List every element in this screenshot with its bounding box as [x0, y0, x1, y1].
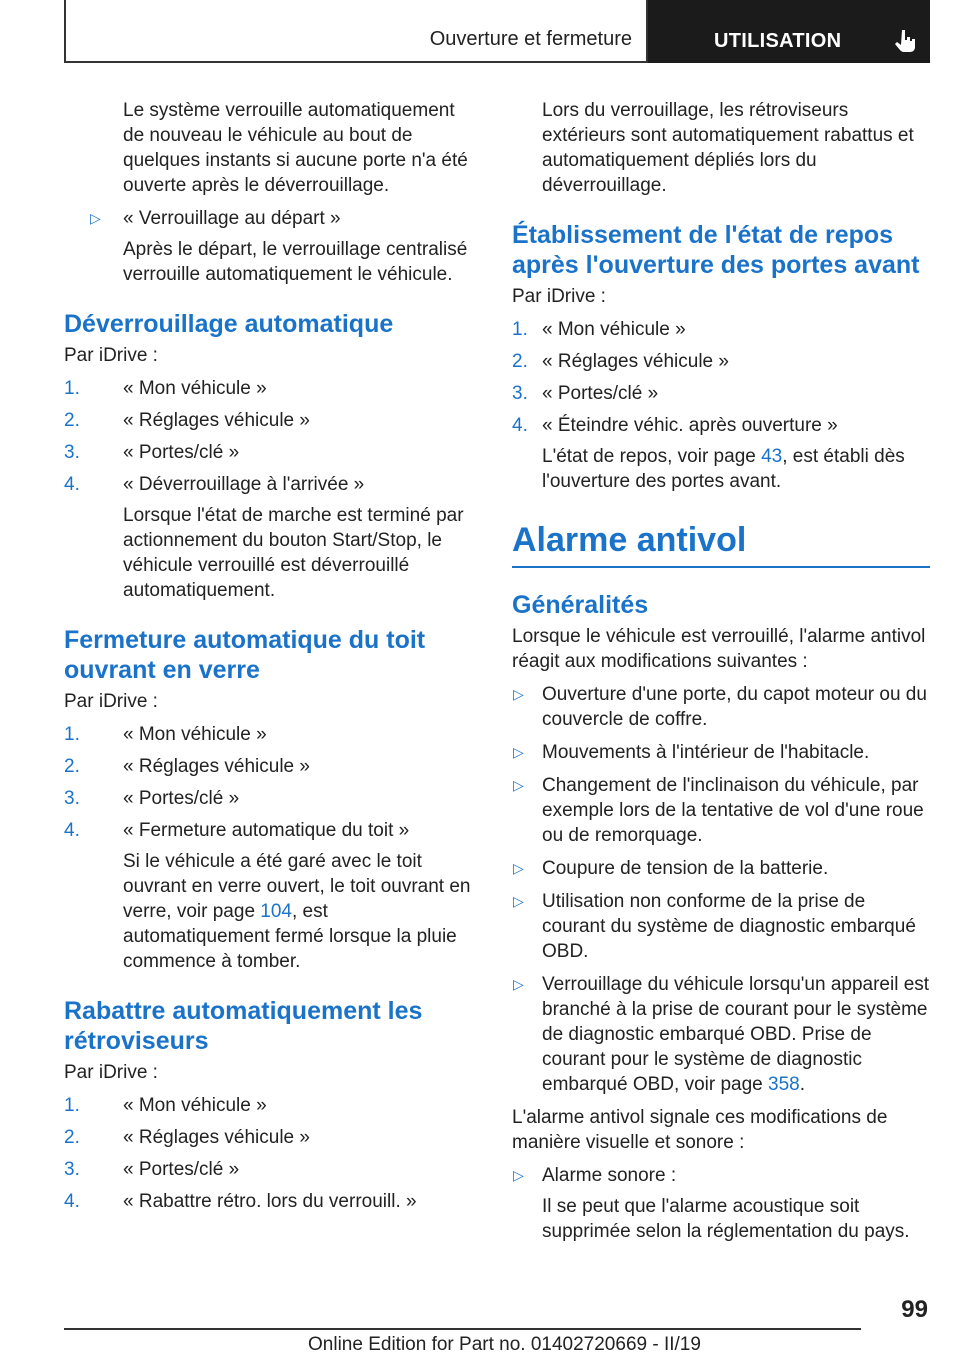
step-text: « Déverrouillage à l'arrivée » — [123, 474, 365, 495]
step-text: « Réglages véhicule » — [123, 1127, 310, 1148]
section-intro: Lorsque le véhicule est verrouillé, l'alarme antivol réagit aux modifications suivantes : — [512, 626, 926, 672]
intro-paragraph: Le système verrouille automatiquement de nouveau le véhicule au bout de quelques instants si aucune porte n'a été ouverte après le déverrouillage. — [123, 100, 468, 196]
step-note: Lorsque l'état de marche est terminé par actionnement du bouton Start/Stop, le véhicule verrouillé est déverrouillé automatiquement. — [123, 505, 464, 601]
bullet-item — [512, 972, 930, 1097]
step-number: 1. — [512, 319, 528, 340]
bullet-item — [512, 740, 930, 765]
triangle-bullet-icon: ▷ — [513, 1167, 524, 1183]
step-number: 2. — [64, 1127, 80, 1148]
step-number: 4. — [64, 1191, 80, 1212]
triangle-bullet-icon: ▷ — [513, 686, 524, 702]
step-item — [512, 381, 930, 406]
section-heading: Fermeture automatique du toit ouvrant en verre — [64, 626, 426, 684]
step-number: 1. — [64, 724, 80, 745]
step-item — [512, 349, 930, 374]
bullet-text: Ouverture d'une porte, du capot moteur ou du couvercle de coffre. — [542, 684, 927, 730]
note-text: Si le véhicule a été garé avec le toit ouvrant en verre ouvert, le toit ouvrant en verre, voir page — [123, 851, 471, 922]
step-text: « Mon véhicule » — [123, 378, 267, 399]
step-number: 1. — [64, 378, 80, 399]
page-number: 99 — [901, 1296, 928, 1323]
page-link[interactable]: 43 — [761, 446, 783, 467]
step-number: 3. — [512, 383, 528, 404]
step-text: « Portes/clé » — [123, 442, 240, 463]
section-title: Ouverture et fermeture — [429, 28, 632, 50]
step-item — [64, 1125, 476, 1150]
step-item — [64, 408, 476, 433]
bullet-item — [512, 856, 930, 881]
step-item — [64, 722, 476, 747]
section-intro: Par iDrive : — [64, 1062, 158, 1083]
step-note — [542, 444, 930, 494]
hand-pointer-icon — [894, 28, 918, 54]
step-item — [64, 818, 476, 974]
bullet-text: Mouvements à l'intérieur de l'habitacle. — [542, 742, 870, 763]
note-text: , est établi dès l'ouverture des portes avant. — [542, 446, 905, 492]
step-number: 3. — [64, 788, 80, 809]
section-heading: Déverrouillage automatique — [64, 310, 394, 338]
page-header — [0, 0, 960, 66]
triangle-bullet-icon: ▷ — [513, 893, 524, 909]
step-note — [123, 849, 476, 974]
section-heading: Rabattre automatiquement les rétroviseurs — [64, 997, 423, 1055]
step-number: 1. — [64, 1095, 80, 1116]
bullet-text: Il se peut que l'alarme acoustique soit supprimée selon la réglementation du pays. — [542, 1196, 910, 1242]
step-text: « Réglages véhicule » — [542, 351, 729, 372]
page-link[interactable]: 358 — [768, 1074, 800, 1095]
bullet-text: Après le départ, le verrouillage centralisé verrouille automatiquement le véhicule. — [123, 239, 468, 285]
step-number: 3. — [64, 442, 80, 463]
step-number: 2. — [64, 756, 80, 777]
section-header-box — [64, 0, 648, 63]
step-item — [64, 1093, 476, 1118]
step-text: « Portes/clé » — [542, 383, 659, 404]
bullet-label: Alarme sonore : — [542, 1165, 677, 1186]
section-intro: Par iDrive : — [512, 286, 606, 307]
right-column — [512, 98, 930, 1252]
step-text: « Éteindre véhic. après ouverture » — [542, 415, 838, 436]
bullet-item — [512, 773, 930, 848]
bullet-item — [512, 682, 930, 732]
step-number: 4. — [64, 820, 80, 841]
page-link[interactable]: 104 — [260, 901, 292, 922]
bullet-item — [64, 206, 476, 287]
step-number: 2. — [512, 351, 528, 372]
step-number: 4. — [512, 415, 528, 436]
intro-paragraph: Lors du verrouillage, les rétroviseurs extérieurs sont automatiquement rabattus et automatiquement dépliés lors du déverrouillage. — [542, 100, 914, 196]
bullet-label: « Verrouillage au départ » — [123, 208, 341, 229]
section-heading: Établissement de l'état de repos après l'ouverture des portes avant — [512, 221, 920, 279]
step-item — [64, 472, 476, 603]
step-item — [64, 754, 476, 779]
triangle-bullet-icon: ▷ — [513, 744, 524, 760]
step-text: « Portes/clé » — [123, 1159, 240, 1180]
section-intro: Par iDrive : — [64, 345, 158, 366]
step-text: « Mon véhicule » — [542, 319, 686, 340]
bullet-item — [512, 1163, 930, 1244]
step-number: 4. — [64, 474, 80, 495]
section-intro: Par iDrive : — [64, 691, 158, 712]
step-item — [64, 1189, 476, 1214]
bullet-text: . — [799, 1074, 805, 1095]
triangle-bullet-icon: ▷ — [513, 860, 524, 876]
footer-divider — [64, 1328, 861, 1330]
step-text: « Réglages véhicule » — [123, 410, 310, 431]
bullet-text: Changement de l'inclinaison du véhicule, par exemple lors de la tentative de vol d'une roue ou de remorquage. — [542, 775, 924, 846]
edition-footer: Online Edition for Part no. 01402720669 - II/19 — [308, 1334, 701, 1355]
note-text: , est automatiquement fermé lorsque la pluie commence à tomber. — [123, 901, 457, 972]
step-text: « Rabattre rétro. lors du verrouill. » — [123, 1191, 417, 1212]
step-text: « Mon véhicule » — [123, 724, 267, 745]
step-text: « Fermeture automatique du toit » — [123, 820, 410, 841]
triangle-bullet-icon: ▷ — [90, 210, 101, 226]
step-text: « Réglages véhicule » — [123, 756, 310, 777]
step-number: 2. — [64, 410, 80, 431]
section-heading: Généralités — [512, 591, 649, 619]
step-item — [512, 317, 930, 342]
bullet-text: Coupure de tension de la batterie. — [542, 858, 829, 879]
step-item — [64, 440, 476, 465]
step-item — [64, 376, 476, 401]
step-text: « Mon véhicule » — [123, 1095, 267, 1116]
left-column — [64, 98, 476, 1221]
triangle-bullet-icon: ▷ — [513, 777, 524, 793]
step-item — [512, 413, 930, 494]
step-number: 3. — [64, 1159, 80, 1180]
step-item — [64, 1157, 476, 1182]
note-text: L'état de repos, voir page — [542, 446, 762, 467]
step-text: « Portes/clé » — [123, 788, 240, 809]
bullet-text: Utilisation non conforme de la prise de courant du système de diagnostic embarqué OBD. — [542, 891, 916, 962]
triangle-bullet-icon: ▷ — [513, 976, 524, 992]
signal-paragraph: L'alarme antivol signale ces modifications de manière visuelle et sonore : — [512, 1107, 888, 1153]
chapter-heading: Alarme antivol — [512, 520, 930, 568]
bullet-item — [512, 889, 930, 964]
chapter-tab-label: UTILISATION — [714, 30, 842, 52]
bullet-text: Verrouillage du véhicule lorsqu'un appareil est branché à la prise de courant pour le système de diagnostic embarqué OBD. Prise de courant pour le système de diagnostic embarqué OBD, voir page — [542, 974, 930, 1095]
step-item — [64, 786, 476, 811]
chapter-tab[interactable] — [648, 0, 930, 63]
